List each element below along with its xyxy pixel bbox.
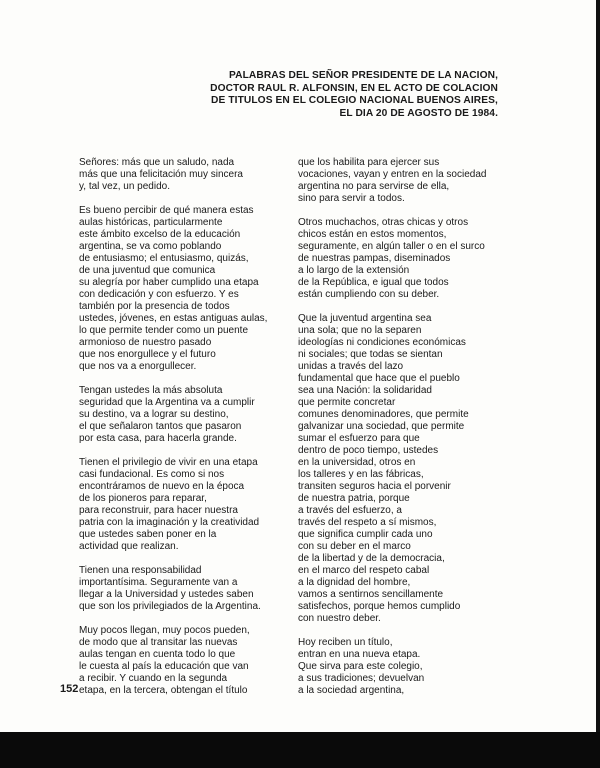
text-line: dentro de poco tiempo, ustedes [298, 445, 439, 456]
text-line: su destino, va a lograr su destino, [79, 409, 229, 420]
text-line: que los habilita para ejercer sus [298, 157, 440, 168]
text-line: seguridad que la Argentina va a cumplir [79, 397, 255, 408]
text-line: lo que permite tender como un puente [79, 325, 248, 336]
text-line: fundamental que hace que el pueblo [298, 373, 460, 384]
text-line: que nos enorgullece y el futuro [79, 349, 216, 360]
text-line: Tienen una responsabilidad [79, 565, 202, 576]
text-line: de la República, e igual que todos [298, 277, 449, 288]
paragraph [298, 157, 513, 205]
text-line: chicos están en estos momentos, [298, 229, 447, 240]
text-line: su alegría por haber cumplido una etapa [79, 277, 259, 288]
text-line: ideologías ni condiciones económicas [298, 337, 466, 348]
text-line: entran en una nueva etapa. [298, 649, 421, 660]
text-line: importantísima. Seguramente van a [79, 577, 238, 588]
text-line: ustedes, jóvenes, en estas antiguas aulas, [79, 313, 268, 324]
text-line: sino para servir a todos. [298, 193, 405, 204]
paragraph [298, 637, 513, 697]
text-line: través del respeto a sí mismos, [298, 517, 437, 528]
text-line: encontráramos de nuevo en la época [79, 481, 245, 492]
title-line: DE TITULOS EN EL COLEGIO NACIONAL BUENOS AIRES, [211, 95, 498, 106]
text-line: una sola; que no la separen [298, 325, 422, 336]
text-line: a recibir. Y cuando en la segunda [79, 673, 228, 684]
text-line: Tienen el privilegio de vivir en una etapa [79, 457, 258, 468]
text-line: Es bueno percibir de qué manera estas [79, 205, 254, 216]
text-line: Tengan ustedes la más absoluta [79, 385, 223, 396]
text-line: en el marco del respeto cabal [298, 565, 430, 576]
title-line: EL DIA 20 DE AGOSTO DE 1984. [339, 107, 498, 119]
scan-bottom-band [0, 732, 600, 768]
text-line: que significa cumplir cada uno [298, 529, 433, 540]
text-line: por esta casa, para hacerla grande. [79, 433, 237, 444]
text-line: vamos a sentirnos sencillamente [298, 589, 444, 600]
text-line: Muy pocos llegan, muy pocos pueden, [79, 625, 250, 636]
text-line: aulas tengan en cuenta todo lo que [79, 649, 236, 660]
title-line: DOCTOR RAUL R. ALFONSIN, EN EL ACTO DE COLACION [210, 82, 498, 94]
text-line: y, tal vez, un pedido. [79, 181, 170, 192]
text-line: ni sociales; que todas se sientan [298, 349, 443, 360]
text-line: etapa, en la tercera, obtengan el título [79, 685, 248, 696]
text-line: le cuesta al país la educación que van [79, 661, 249, 672]
text-line: sea una Nación: la solidaridad [298, 385, 432, 396]
text-line: Que sirva para este colegio, [298, 661, 423, 672]
text-line: con su deber en el marco [298, 541, 411, 552]
text-line: Hoy reciben un título, [298, 637, 393, 648]
text-line: satisfechos, porque hemos cumplido [298, 601, 461, 612]
text-line: también por la presencia de todos [79, 301, 230, 312]
text-line: para reconstruir, para hacer nuestra [79, 505, 238, 516]
text-line: los talleres y en las fábricas, [298, 469, 424, 480]
text-line: que son los privilegiados de la Argentina. [79, 601, 261, 612]
text-line: llegar a la Universidad y ustedes saben [79, 589, 254, 600]
paragraph [298, 217, 513, 301]
text-line: el que señalaron tantos que pasaron [79, 421, 242, 432]
text-line: patria con la imaginación y la creatividad [79, 517, 260, 528]
paragraph [79, 565, 291, 613]
text-line: que permite concretar [298, 397, 396, 408]
text-line: de nuestras pampas, diseminados [298, 253, 451, 264]
text-line: a la dignidad del hombre, [298, 577, 411, 588]
text-line: que ustedes saben poner en la [79, 529, 217, 540]
text-line: a sus tradiciones; devuelvan [298, 673, 425, 684]
text-line: a la sociedad argentina, [298, 685, 405, 696]
text-line: comunes denominadores, que permite [298, 409, 469, 420]
title-line: PALABRAS DEL SEÑOR PRESIDENTE DE LA NACION, [228, 70, 498, 81]
speech-title [205, 70, 498, 120]
text-line: de modo que al transitar las nuevas [79, 637, 238, 648]
text-line: casi fundacional. Es como si nos [79, 469, 225, 480]
text-line: de los pioneros para reparar, [79, 493, 207, 504]
paragraph [79, 205, 291, 373]
text-line: galvanizar una sociedad, que permite [298, 421, 465, 432]
text-line: argentina no para servirse de ella, [298, 181, 450, 192]
text-line: este ámbito excelso de la educación [79, 229, 241, 240]
text-line: sumar el esfuerzo para que [298, 433, 420, 444]
text-line: Que la juventud argentina sea [298, 313, 432, 324]
paragraph [298, 313, 513, 625]
text-line: a través del esfuerzo, a [298, 505, 402, 516]
text-line: aulas históricas, particularmente [79, 217, 223, 228]
text-line: argentina, se va como poblando [79, 241, 222, 252]
text-line: están cumpliendo con su deber. [298, 289, 440, 300]
text-line: con nuestro deber. [298, 613, 381, 624]
left-text-column [79, 157, 291, 709]
text-line: actividad que realizan. [79, 541, 179, 552]
paragraph [79, 157, 291, 193]
text-line: que nos va a enorgullecer. [79, 361, 197, 372]
text-line: más que una felicitación muy sincera [79, 169, 243, 180]
text-line: vocaciones, vayan y entren en la sociedad [298, 169, 487, 180]
text-line: de la libertad y de la democracia, [298, 553, 445, 564]
text-line: de entusiasmo; el entusiasmo, quizás, [79, 253, 249, 264]
text-line: Señores: más que un saludo, nada [79, 157, 235, 168]
page-number: 152 [60, 683, 79, 695]
text-line: con dedicación y con esfuerzo. Y es [79, 289, 239, 300]
paragraph [79, 457, 291, 553]
text-line: Otros muchachos, otras chicas y otros [298, 217, 469, 228]
text-line: de una juventud que comunica [79, 265, 216, 276]
text-line: de nuestra patria, porque [298, 493, 410, 504]
text-line: seguramente, en algún taller o en el surco [298, 241, 485, 252]
page-edge-border [596, 0, 600, 732]
paragraph [79, 385, 291, 445]
paragraph [79, 625, 291, 697]
right-text-column [298, 157, 513, 709]
text-line: armonioso de nuestro pasado [79, 337, 212, 348]
text-line: en la universidad, otros en [298, 457, 416, 468]
text-line: unidas a través del lazo [298, 361, 404, 372]
text-line: a lo largo de la extensión [298, 265, 410, 276]
text-line: transiten seguros hacia el porvenir [298, 481, 451, 492]
